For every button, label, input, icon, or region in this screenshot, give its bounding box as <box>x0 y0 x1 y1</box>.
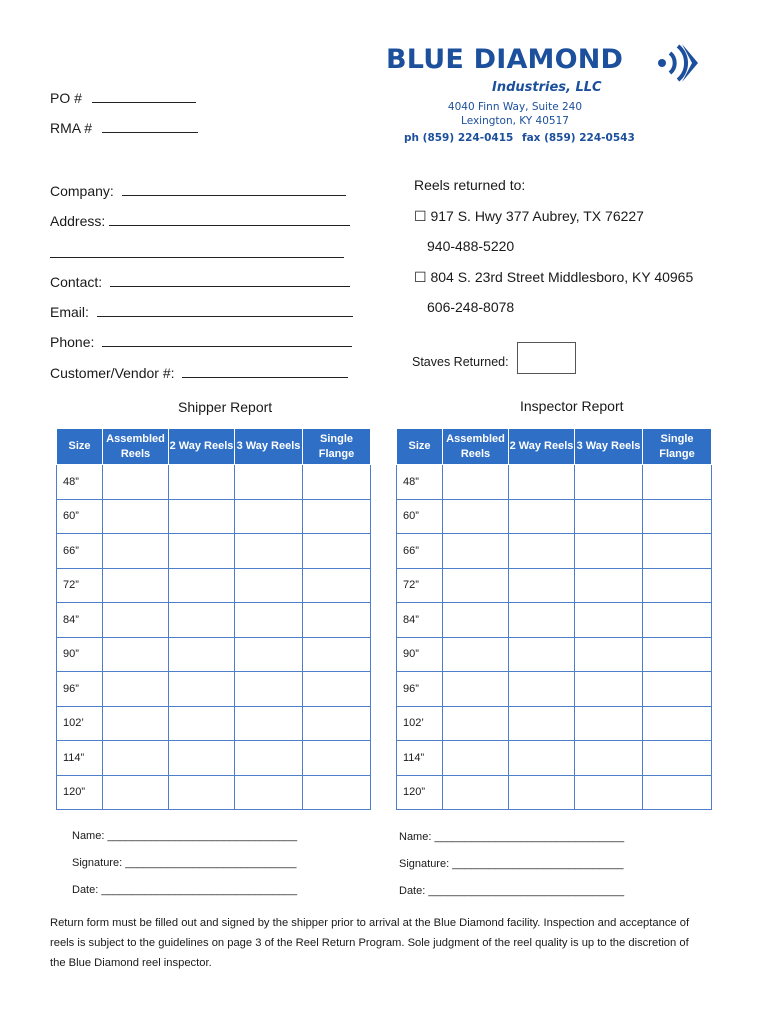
inspector-date-field[interactable]: Date: ________________________________ <box>399 885 625 897</box>
assembled-cell[interactable] <box>103 775 169 810</box>
column-header-size: Size <box>57 429 103 465</box>
3way-cell[interactable] <box>235 534 303 569</box>
3way-cell[interactable] <box>575 568 643 603</box>
address-line2-input[interactable] <box>50 257 344 258</box>
table-row <box>57 775 371 810</box>
phone-field[interactable] <box>50 334 352 350</box>
table-row <box>57 706 371 741</box>
company-fax: fax (859) 224-0543 <box>522 132 635 144</box>
size-cell: 120” <box>397 775 443 810</box>
shipper-report-title: Shipper Report <box>178 399 273 415</box>
table-row <box>57 741 371 776</box>
company-label: Company: <box>50 183 114 199</box>
shipper-report-table <box>56 428 371 810</box>
assembled-cell[interactable] <box>443 499 509 534</box>
3way-cell[interactable] <box>575 603 643 638</box>
single-flange-cell[interactable] <box>303 534 371 569</box>
shipper-table-header <box>57 429 371 465</box>
single-flange-cell[interactable] <box>303 775 371 810</box>
size-cell: 90” <box>57 637 103 672</box>
single-flange-cell[interactable] <box>643 706 712 741</box>
address-input-line[interactable] <box>109 225 350 226</box>
shipper-signature-field[interactable]: Signature: ____________________________ <box>72 857 297 869</box>
single-flange-cell[interactable] <box>303 603 371 638</box>
inspector-report-table <box>396 428 712 810</box>
2way-cell[interactable] <box>169 499 235 534</box>
2way-cell[interactable] <box>509 637 575 672</box>
inspector-report-title: Inspector Report <box>520 398 624 414</box>
3way-cell[interactable] <box>235 603 303 638</box>
single-flange-cell[interactable] <box>643 741 712 776</box>
column-header-assembled: Assembled Reels <box>443 429 509 465</box>
footer-line: the Blue Diamond reel inspector. <box>50 957 212 969</box>
reels-returned-title: Reels returned to: <box>414 177 526 193</box>
single-flange-cell[interactable] <box>303 741 371 776</box>
return-option-middlesboro[interactable] <box>414 269 693 286</box>
staves-returned-label: Staves Returned: <box>412 355 509 369</box>
3way-cell[interactable] <box>235 499 303 534</box>
customer-vendor-label: Customer/Vendor #: <box>50 365 175 381</box>
table-row <box>397 706 712 741</box>
staves-returned-input[interactable] <box>517 342 576 374</box>
3way-cell[interactable] <box>575 775 643 810</box>
assembled-cell[interactable] <box>103 672 169 707</box>
size-cell: 96” <box>397 672 443 707</box>
inspector-name-field[interactable]: Name: _______________________________ <box>399 831 625 843</box>
single-flange-cell[interactable] <box>303 706 371 741</box>
2way-cell[interactable] <box>509 775 575 810</box>
size-cell: 66” <box>57 534 103 569</box>
return-option-aubrey-address: 917 S. Hwy 377 Aubrey, TX 76227 <box>430 208 644 224</box>
single-flange-cell[interactable] <box>643 534 712 569</box>
table-row <box>57 465 371 500</box>
2way-cell[interactable] <box>169 706 235 741</box>
2way-cell[interactable] <box>509 706 575 741</box>
email-label: Email: <box>50 304 89 320</box>
company-logo-name: BLUE DIAMOND <box>386 44 624 75</box>
assembled-cell[interactable] <box>443 637 509 672</box>
assembled-cell[interactable] <box>103 465 169 500</box>
company-address-line1: 4040 Finn Way, Suite 240 <box>447 101 583 113</box>
3way-cell[interactable] <box>575 637 643 672</box>
single-flange-cell[interactable] <box>303 465 371 500</box>
diamond-signal-icon <box>652 42 702 84</box>
email-field[interactable] <box>50 304 353 320</box>
assembled-cell[interactable] <box>103 568 169 603</box>
contact-input-line[interactable] <box>110 286 350 287</box>
column-header-3way: 3 Way Reels <box>575 429 643 465</box>
phone-label: Phone: <box>50 334 95 350</box>
single-flange-cell[interactable] <box>643 465 712 500</box>
single-flange-cell[interactable] <box>643 499 712 534</box>
single-flange-cell[interactable] <box>303 568 371 603</box>
phone-input-line[interactable] <box>102 346 352 347</box>
2way-cell[interactable] <box>169 637 235 672</box>
2way-cell[interactable] <box>169 465 235 500</box>
single-flange-cell[interactable] <box>303 637 371 672</box>
column-header-2way: 2 Way Reels <box>169 429 235 465</box>
shipper-date-field[interactable]: Date: ________________________________ <box>72 884 298 896</box>
return-option-aubrey-phone: 940-488-5220 <box>427 238 515 254</box>
table-row <box>397 534 712 569</box>
table-row <box>57 603 371 638</box>
po-input-line[interactable] <box>92 102 196 103</box>
company-phone: ph (859) 224-0415 <box>404 132 514 144</box>
contact-label: Contact: <box>50 274 103 290</box>
size-cell: 102’ <box>397 706 443 741</box>
3way-cell[interactable] <box>575 706 643 741</box>
table-row <box>397 637 712 672</box>
assembled-cell[interactable] <box>443 465 509 500</box>
size-cell: 90” <box>397 637 443 672</box>
return-option-middlesboro-phone: 606-248-8078 <box>427 299 515 315</box>
3way-cell[interactable] <box>575 499 643 534</box>
2way-cell[interactable] <box>509 499 575 534</box>
3way-cell[interactable] <box>575 741 643 776</box>
po-label: PO # <box>50 90 82 106</box>
shipper-name-field[interactable]: Name: _______________________________ <box>72 830 298 842</box>
size-cell: 96” <box>57 672 103 707</box>
company-logo-sub: Industries, LLC <box>492 80 602 95</box>
inspector-table-header <box>397 429 712 465</box>
column-header-size: Size <box>397 429 443 465</box>
contact-field[interactable] <box>50 274 350 290</box>
2way-cell[interactable] <box>509 568 575 603</box>
column-header-single-flange: Single Flange <box>643 429 712 465</box>
table-row <box>397 499 712 534</box>
footer-line: Return form must be filled out and signed by the shipper prior to arrival at the Blue Diamond facility. Inspection and acceptance of <box>50 917 690 929</box>
2way-cell[interactable] <box>509 534 575 569</box>
customer-vendor-field[interactable] <box>50 365 348 381</box>
2way-cell[interactable] <box>509 465 575 500</box>
company-address-line2: Lexington, KY 40517 <box>461 115 569 127</box>
size-cell: 60” <box>57 499 103 534</box>
po-field[interactable] <box>50 90 196 106</box>
table-row <box>397 741 712 776</box>
single-flange-cell[interactable] <box>643 672 712 707</box>
table-row <box>57 637 371 672</box>
table-row <box>397 465 712 500</box>
size-cell: 72” <box>397 568 443 603</box>
column-header-single-flange: Single Flange <box>303 429 371 465</box>
2way-cell[interactable] <box>169 741 235 776</box>
assembled-cell[interactable] <box>443 775 509 810</box>
rma-label: RMA # <box>50 120 93 136</box>
2way-cell[interactable] <box>169 568 235 603</box>
inspector-signature-field[interactable]: Signature: ____________________________ <box>399 858 624 870</box>
size-cell: 48” <box>397 465 443 500</box>
footer-line: reels is subject to the guidelines on page 3 of the Reel Return Program. Sole judgment of the reel quality is up to the discretion of <box>50 937 689 949</box>
single-flange-cell[interactable] <box>643 775 712 810</box>
3way-cell[interactable] <box>235 637 303 672</box>
size-cell: 102’ <box>57 706 103 741</box>
assembled-cell[interactable] <box>443 603 509 638</box>
assembled-cell[interactable] <box>443 568 509 603</box>
company-input-line[interactable] <box>122 195 346 196</box>
table-row <box>57 672 371 707</box>
2way-cell[interactable] <box>169 534 235 569</box>
table-row <box>57 499 371 534</box>
single-flange-cell[interactable] <box>643 603 712 638</box>
3way-cell[interactable] <box>235 465 303 500</box>
assembled-cell[interactable] <box>103 706 169 741</box>
2way-cell[interactable] <box>169 672 235 707</box>
assembled-cell[interactable] <box>443 672 509 707</box>
size-cell: 66” <box>397 534 443 569</box>
checkbox-icon[interactable]: ☐ <box>414 208 427 224</box>
assembled-cell[interactable] <box>103 637 169 672</box>
2way-cell[interactable] <box>169 775 235 810</box>
address-field[interactable] <box>50 213 350 229</box>
return-option-aubrey[interactable] <box>414 208 644 225</box>
rma-field[interactable] <box>50 120 198 136</box>
3way-cell[interactable] <box>235 775 303 810</box>
size-cell: 120” <box>57 775 103 810</box>
size-cell: 60” <box>397 499 443 534</box>
3way-cell[interactable] <box>235 672 303 707</box>
checkbox-icon[interactable]: ☐ <box>414 269 427 285</box>
assembled-cell[interactable] <box>443 706 509 741</box>
address-label: Address: <box>50 213 106 229</box>
3way-cell[interactable] <box>235 706 303 741</box>
size-cell: 84” <box>57 603 103 638</box>
2way-cell[interactable] <box>509 603 575 638</box>
single-flange-cell[interactable] <box>303 672 371 707</box>
assembled-cell[interactable] <box>443 534 509 569</box>
3way-cell[interactable] <box>235 568 303 603</box>
single-flange-cell[interactable] <box>643 568 712 603</box>
3way-cell[interactable] <box>575 534 643 569</box>
size-cell: 114” <box>397 741 443 776</box>
company-field[interactable] <box>50 183 346 199</box>
column-header-assembled: Assembled Reels <box>103 429 169 465</box>
3way-cell[interactable] <box>235 741 303 776</box>
table-row <box>397 603 712 638</box>
size-cell: 48” <box>57 465 103 500</box>
column-header-3way: 3 Way Reels <box>235 429 303 465</box>
footer-note <box>50 913 730 973</box>
size-cell: 114” <box>57 741 103 776</box>
assembled-cell[interactable] <box>443 741 509 776</box>
table-row <box>397 672 712 707</box>
return-option-middlesboro-address: 804 S. 23rd Street Middlesboro, KY 40965 <box>430 269 694 285</box>
assembled-cell[interactable] <box>103 499 169 534</box>
3way-cell[interactable] <box>575 465 643 500</box>
2way-cell[interactable] <box>169 603 235 638</box>
2way-cell[interactable] <box>509 741 575 776</box>
2way-cell[interactable] <box>509 672 575 707</box>
rma-input-line[interactable] <box>102 132 198 133</box>
size-cell: 72” <box>57 568 103 603</box>
assembled-cell[interactable] <box>103 603 169 638</box>
single-flange-cell[interactable] <box>643 637 712 672</box>
table-row <box>57 534 371 569</box>
column-header-2way: 2 Way Reels <box>509 429 575 465</box>
table-row <box>397 775 712 810</box>
3way-cell[interactable] <box>575 672 643 707</box>
email-input-line[interactable] <box>97 316 353 317</box>
table-row <box>57 568 371 603</box>
customer-vendor-input-line[interactable] <box>182 377 348 378</box>
size-cell: 84” <box>397 603 443 638</box>
single-flange-cell[interactable] <box>303 499 371 534</box>
assembled-cell[interactable] <box>103 741 169 776</box>
assembled-cell[interactable] <box>103 534 169 569</box>
table-row <box>397 568 712 603</box>
